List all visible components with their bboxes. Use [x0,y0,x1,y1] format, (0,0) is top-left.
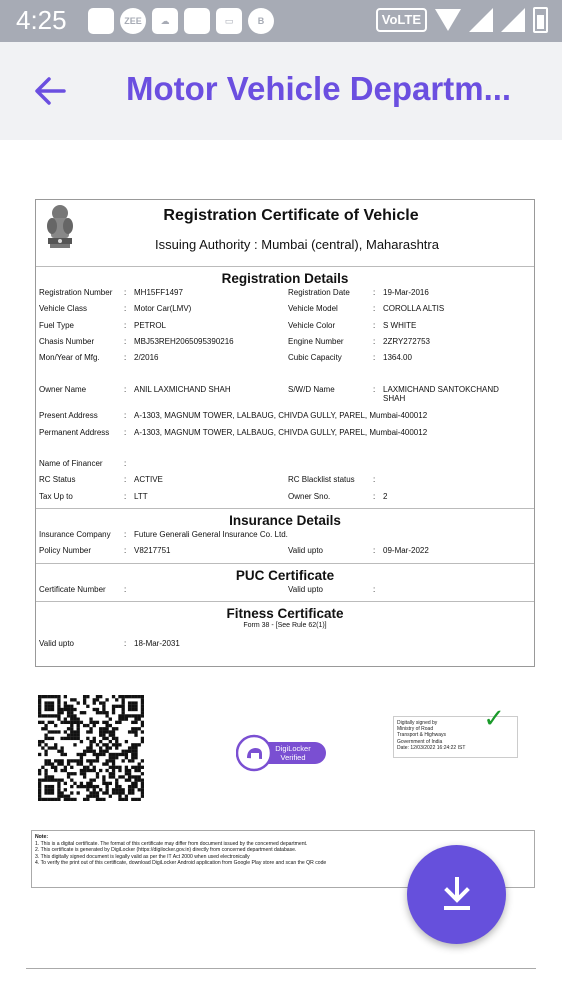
field-label: Permanent Address [39,427,110,437]
field-label: Valid upto [288,546,323,556]
tax-value: LTT [134,491,148,501]
insurance-company: Future Generali General Insurance Co. Ltd. [134,529,288,539]
field-label: Vehicle Class [39,304,88,314]
signature-line: Government of India [397,738,443,745]
field-value: MH15FF1497 [134,288,183,297]
table-row [36,288,534,304]
field-label: Owner Sno. [288,491,331,501]
colon: : [124,529,127,539]
wifi-icon [435,9,461,31]
note-item: 2. This certificate is generated by DigiLocker (https://digilocker.gov.in) directly from concerned department database. [35,847,297,854]
battery-icon [533,7,548,33]
colon: : [124,546,127,556]
notes-title: Note: [35,834,49,840]
colon: : [373,304,376,314]
page-title: Motor Vehicle Departm... [126,70,512,107]
field-label: Mon/Year of Mfg. [39,353,100,363]
signature-line: Digitally signed by [397,720,438,726]
field-label: Present Address [39,411,98,421]
table-row [36,353,534,369]
field-label: Owner Name [39,385,87,395]
insurance-valid-upto: 09-Mar-2022 [383,546,429,556]
field-label: Valid upto [288,584,323,594]
download-button[interactable] [407,845,506,944]
issuing-authority: Issuing Authority : Mumbai (central), Maharashtra [155,237,439,252]
permanent-address: A-1303, MAGNUM TOWER, LALBAUG, CHIVDA GULLY, PAREL, Mumbai-400012 [134,427,428,437]
registration-section [36,267,534,508]
field-label: Engine Number [288,336,344,346]
table-row [36,639,534,655]
policy-number: V8217751 [134,546,171,556]
field-label: RC Status [39,475,76,485]
field-label: Certificate Number [39,584,106,594]
colon: : [373,336,376,346]
field-label: Tax Up to [39,491,73,501]
field-label: Insurance Company [39,529,111,539]
digilocker-verified-badge [236,734,328,772]
field-label: Fuel Type [39,320,74,330]
colon: : [373,475,376,485]
field-value: 2ZRY272753 [383,336,430,346]
colon: : [373,320,376,330]
colon: : [124,459,127,469]
swd-name-line1: LAXMICHAND SANTOKCHAND [383,385,499,395]
registration-certificate [35,199,535,667]
b-icon: B [248,8,274,34]
certificate-title: Registration Certificate of Vehicle [163,207,419,224]
table-row [36,459,534,475]
section-heading: Registration Details [221,271,349,286]
table-row [36,585,534,601]
digilocker-label: DigiLocker [275,744,311,753]
rc-status-value: ACTIVE [134,475,163,485]
divider [26,968,536,969]
table-row [36,385,534,411]
colon: : [124,491,127,501]
colon: : [124,288,127,297]
spacer [36,444,534,459]
section-heading: PUC Certificate [235,567,335,583]
signature-line: Date: 12/03/2022 16:24:22 IST [397,744,466,751]
colon: : [124,353,127,363]
signature-line: Transport & Highways [397,732,446,739]
note-item: 1. This is a digital certificate. The format of this certificate may differ from document issued by the concerned department. [35,840,308,847]
status-bar [0,0,562,42]
arrow-left-icon [30,71,70,111]
field-label: RC Blacklist status [288,475,355,485]
field-label: Name of Financer [39,459,103,469]
note-item: 4. To verify the print out of this certificate, download DigiLocker Android application from Google Play store and scan the QR code [35,860,327,867]
section-heading: Fitness Certificate [226,605,344,621]
colon: : [124,320,127,330]
table-row [36,546,534,562]
colon: : [124,638,127,648]
download-icon [441,877,473,913]
field-label: Chasis Number [39,336,95,346]
field-label: Vehicle Model [288,304,338,314]
colon: : [124,336,127,346]
zee-icon: ZEE [120,8,146,34]
section-subheading: Form 38 - [See Rule 62(1)] [243,621,327,629]
registration-rows [36,288,534,508]
spacer [36,369,534,385]
field-value: PETROL [134,320,167,330]
field-value: Motor Car(LMV) [134,304,192,314]
table-row [36,337,534,353]
field-value: 19-Mar-2016 [383,288,429,297]
field-label: Registration Date [288,288,350,297]
digital-signature [393,703,518,758]
checkmark-icon: ✓ [483,703,505,733]
field-label: Policy Number [39,546,92,556]
owner-name: ANIL LAXMICHAND SHAH [134,385,231,395]
table-row [36,411,534,427]
field-value: COROLLA ALTIS [383,304,445,314]
field-value: MBJ53REH2065095390216 [134,336,234,346]
present-address: A-1303, MAGNUM TOWER, LALBAUG, CHIVDA GULLY, PAREL, Mumbai-400012 [134,411,428,421]
field-value: S WHITE [383,320,417,330]
colon: : [373,288,376,297]
signal-icon [501,8,525,32]
field-label: Vehicle Color [288,320,336,330]
colon: : [124,427,127,437]
fitness-section [36,601,534,655]
fitness-valid-upto: 18-Mar-2031 [134,638,180,648]
note-item: 3. This digitally signed document is legally valid as per the IT Act 2000 when used electronically [35,853,250,860]
field-value: 2/2016 [134,353,159,363]
signature-line: Ministry of Road [397,726,434,733]
field-label: Valid upto [39,638,74,648]
puc-section [36,563,534,601]
table-row [36,428,534,444]
table-row [36,475,534,491]
colon: : [124,385,127,395]
colon: : [373,546,376,556]
field-label: S/W/D Name [288,385,335,395]
back-button[interactable] [30,71,70,111]
colon: : [373,353,376,363]
volte-badge: VoLTE [376,8,427,32]
app-bar [0,42,562,140]
colon: : [124,475,127,485]
weather-icon: ☁ [152,8,178,34]
notification-icons [88,8,274,34]
field-label: Registration Number [39,288,113,297]
field-label: Cubic Capacity [288,353,342,363]
colon: : [373,491,376,501]
qr-code [38,695,144,801]
system-icons [376,7,548,33]
colon: : [124,411,127,421]
status-time: 4:25 [16,5,67,35]
verified-label: Verified [280,753,306,762]
colon: : [373,584,376,594]
colon: : [124,304,127,314]
card-icon: ▭ [216,8,242,34]
table-row [36,530,534,546]
table-row [36,321,534,337]
signal-icon [469,8,493,32]
table-row [36,304,534,320]
table-row [36,492,534,508]
colon: : [373,385,376,395]
colon: : [124,584,127,594]
insurance-section [36,508,534,563]
owner-sno-value: 2 [383,491,388,501]
notification-icon [184,8,210,34]
swd-name-line2: SHAH [383,394,406,404]
field-value: 1364.00 [383,353,412,363]
section-heading: Insurance Details [229,512,341,528]
certificate-header [36,200,534,267]
notification-icon [88,8,114,34]
